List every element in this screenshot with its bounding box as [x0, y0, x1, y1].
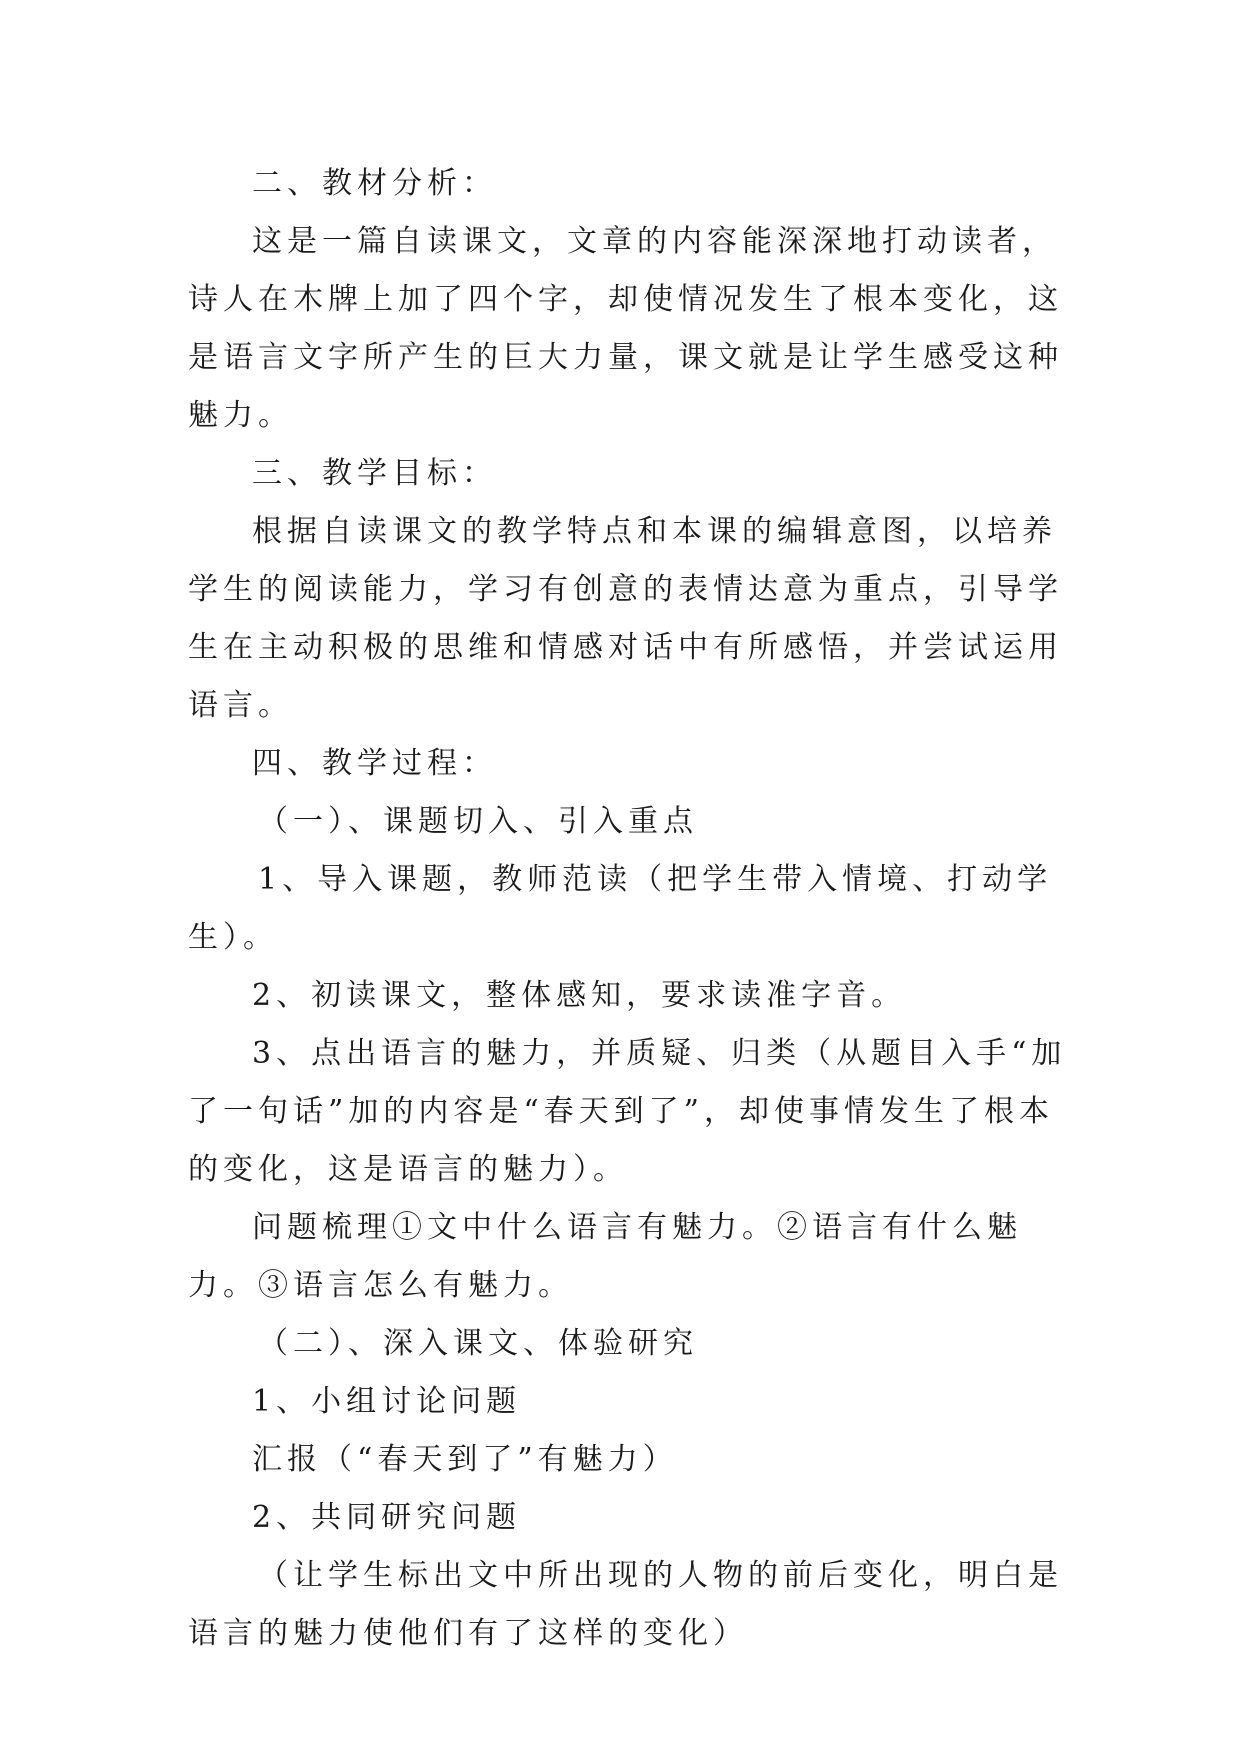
section-heading-textbook-analysis: 二、教材分析：: [252, 166, 497, 201]
paragraph-teaching-goals: 根据自读课文的教学特点和本课的编辑意图，以培养学生的阅读能力，学习有创意的表情达意为重点，引导学生在主动积极的思维和情感对话中有所感悟，并尝试运用语言。: [188, 514, 1063, 723]
step-2-first-reading: 2、初读课文，整体感知，要求读准字音。: [252, 978, 907, 1013]
question-outline: 问题梳理①文中什么语言有魅力。②语言有什么魅力。③语言怎么有魅力。: [188, 1210, 1022, 1303]
subsection-heading-intro: （一）、课题切入、引入重点: [258, 804, 698, 839]
step-2-joint-study: 2、共同研究问题: [252, 1500, 522, 1535]
paragraph-character-changes: （让学生标出文中所出现的人物的前后变化，明白是语言的魅力使他们有了这样的变化）: [188, 1558, 1063, 1651]
paragraph-textbook-analysis: 这是一篇自读课文，文章的内容能深深地打动读者，诗人在木牌上加了四个字，却使情况发生了根本变化，这是语言文字所产生的巨大力量，课文就是让学生感受这种魅力。: [188, 224, 1063, 433]
section-heading-teaching-goals: 三、教学目标：: [252, 456, 497, 491]
subsection-heading-deep-study: （二）、深入课文、体验研究: [258, 1326, 698, 1361]
step-1-intro: 1、导入课题，教师范读（把学生带入情境、打动学生）。: [188, 862, 1053, 955]
section-heading-teaching-process: 四、教学过程：: [252, 746, 497, 781]
report-line: 汇报（“春天到了”有魅力）: [252, 1442, 678, 1477]
step-3-language-charm: 3、点出语言的魅力，并质疑、归类（从题目入手“加了一句话”加的内容是“春天到了”，却使事情发生了根本的变化，这是语言的魅力）。: [188, 1036, 1067, 1187]
step-1-group-discussion: 1、小组讨论问题: [252, 1384, 522, 1419]
document-body: [188, 155, 1078, 1663]
